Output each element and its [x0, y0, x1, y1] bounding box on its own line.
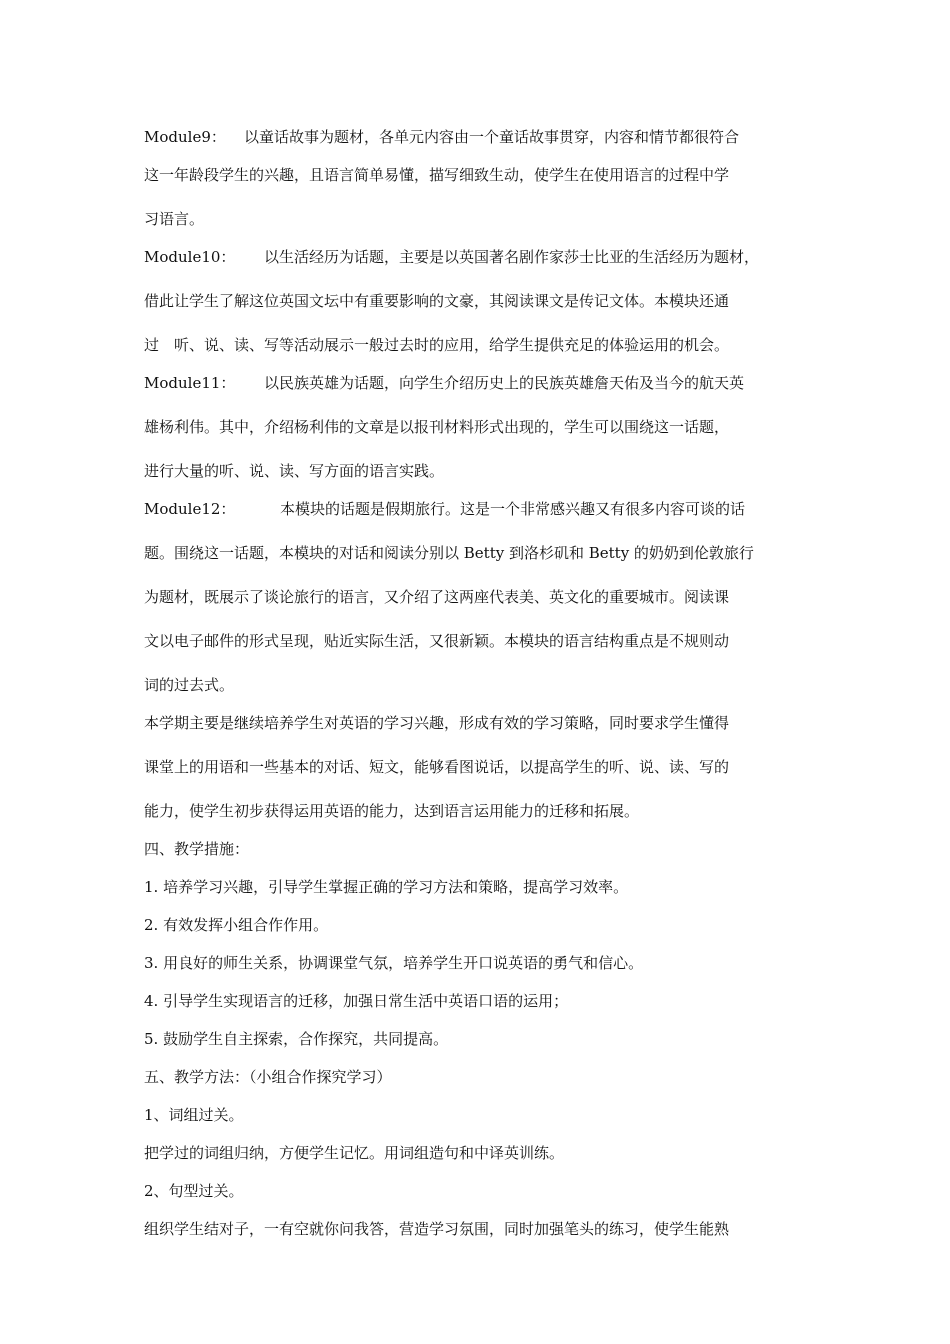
module12-text-1: 本模块的话题是假期旅行。这是一个非常感兴趣又有很多内容可谈的话: [280, 500, 746, 518]
module9-text-1: 以童话故事为题材，各单元内容由一个童话故事贯穿，内容和情节都很符合: [244, 128, 740, 146]
module9-label: Module9：: [144, 128, 226, 146]
module11-text-1: 以民族英雄为话题，向学生介绍历史上的民族英雄詹天佑及当今的航天英: [264, 374, 745, 392]
module12-label: Module12：: [144, 500, 236, 518]
module10-text-1: 以生活经历为话题，主要是以英国著名剧作家莎士比亚的生活经历为题材，: [264, 248, 760, 266]
measures-item-5: 5. 鼓励学生自主探索，合作探究，共同提高。: [144, 1030, 449, 1048]
methods-item-1-title: 1、词组过关。: [144, 1106, 244, 1124]
measures-item-1: 1. 培养学习兴趣，引导学生掌握正确的学习方法和策略，提高学习效率。: [144, 878, 629, 896]
measures-item-3: 3. 用良好的师生关系，协调课堂气氛，培养学生开口说英语的勇气和信心。: [144, 954, 644, 972]
module9-line-2: 这一年龄段学生的兴趣，且语言简单易懂，描写细致生动，使学生在使用语言的过程中学: [144, 166, 730, 184]
summary-line-3: 能力，使学生初步获得运用英语的能力，达到语言运用能力的迁移和拓展。: [144, 802, 640, 820]
methods-item-2-text: 组织学生结对子，一有空就你问我答，营造学习氛围，同时加强笔头的练习，使学生能熟: [144, 1220, 730, 1238]
module9-line-3: 习语言。: [144, 210, 205, 228]
module12-line-4: 文以电子邮件的形式呈现，贴近实际生活，又很新颖。本模块的语言结构重点是不规则动: [144, 632, 730, 650]
methods-item-2-title: 2、句型过关。: [144, 1182, 244, 1200]
module10-line-3: 过 听、说、读、写等活动展示一般过去时的应用，给学生提供充足的体验运用的机会。: [144, 336, 730, 354]
module12-line-5: 词的过去式。: [144, 676, 235, 694]
methods-heading: 五、教学方法：（小组合作探究学习）: [144, 1068, 392, 1086]
module9-line-1: [144, 118, 816, 156]
measures-item-2: 2. 有效发挥小组合作作用。: [144, 916, 329, 934]
module11-label: Module11：: [144, 374, 236, 392]
module11-line-2: 雄杨利伟。其中，介绍杨利伟的文章是以报刊材料形式出现的，学生可以围绕这一话题，: [144, 418, 730, 436]
summary-line-1: 本学期主要是继续培养学生对英语的学习兴趣，形成有效的学习策略，同时要求学生懂得: [144, 714, 730, 732]
measures-item-4: 4. 引导学生实现语言的迁移，加强日常生活中英语口语的运用；: [144, 992, 569, 1010]
module11-line-3: 进行大量的听、说、读、写方面的语言实践。: [144, 462, 445, 480]
module10-label: Module10：: [144, 248, 236, 266]
module12-line-2: 题。围绕这一话题，本模块的对话和阅读分别以 Betty 到洛杉矶和 Betty 的奶奶到伦敦旅行: [144, 544, 754, 562]
module11-line-1: [144, 364, 816, 408]
module10-line-1: [144, 238, 816, 282]
methods-item-1-text: 把学过的词组归纳，方便学生记忆。用词组造句和中译英训练。: [144, 1144, 565, 1162]
document-page: [144, 118, 816, 1248]
module10-line-2: 借此让学生了解这位英国文坛中有重要影响的文豪，其阅读课文是传记文体。本模块还通: [144, 292, 730, 310]
summary-line-2: 课堂上的用语和一些基本的对话、短文，能够看图说话，以提高学生的听、说、读、写的: [144, 758, 730, 776]
module12-line-3: 为题材，既展示了谈论旅行的语言，又介绍了这两座代表美、英文化的重要城市。阅读课: [144, 588, 730, 606]
module12-line-1: [144, 490, 816, 534]
measures-heading: 四、教学措施：: [144, 840, 250, 858]
